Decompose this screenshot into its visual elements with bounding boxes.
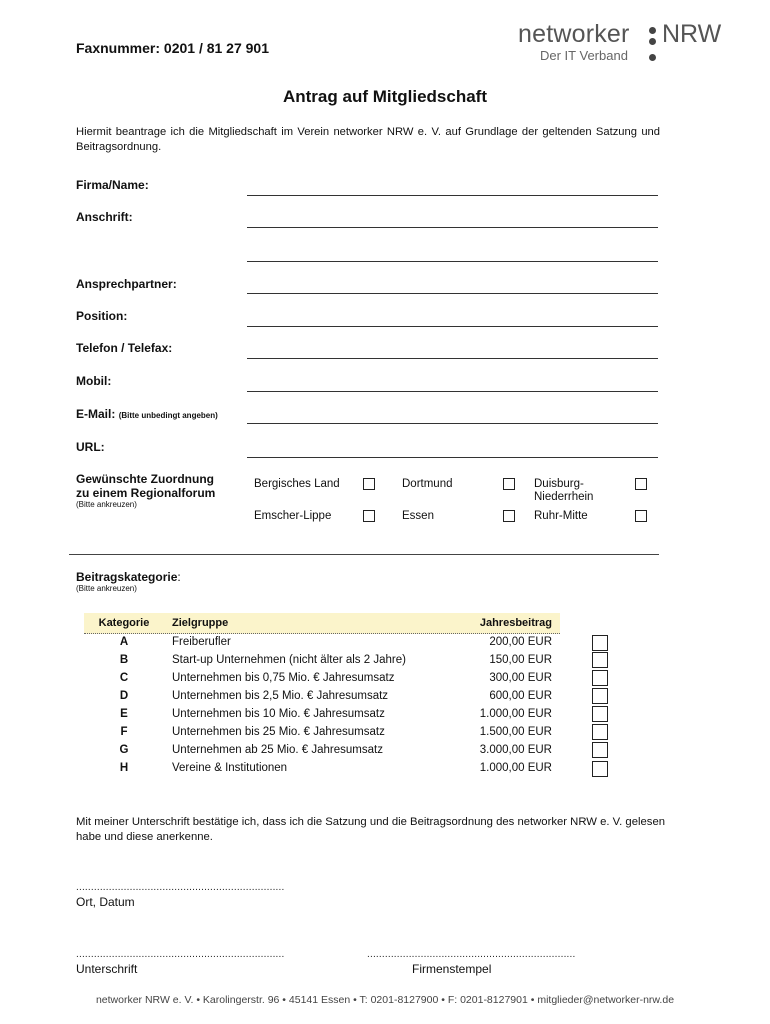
row-kategorie: G xyxy=(119,744,129,756)
row-kategorie: H xyxy=(119,762,129,774)
forum-emscher-lippe: Emscher-Lippe xyxy=(254,510,332,522)
logo-tagline: Der IT Verband xyxy=(540,48,628,63)
forum-duisburg xyxy=(534,478,593,504)
checkbox-kategorie-h[interactable] xyxy=(592,761,608,777)
input-line-url[interactable] xyxy=(247,457,658,458)
row-zielgruppe: Unternehmen bis 2,5 Mio. € Jahresumsatz xyxy=(172,690,389,702)
declaration-text: Mit meiner Unterschrift bestätige ich, dass ich die Satzung und die Beitragsordnung des networker NRW e. V. gelesen habe und diese anerkenne. xyxy=(76,816,666,843)
row-zielgruppe: Unternehmen bis 0,75 Mio. € Jahresumsatz xyxy=(172,672,395,684)
input-line-position[interactable] xyxy=(247,326,658,327)
firmenstempel-line[interactable]: ...................................................................... xyxy=(367,949,576,960)
row-beitrag: 1.500,00 EUR xyxy=(479,726,552,738)
label-mobil: Mobil: xyxy=(76,374,112,388)
table-row xyxy=(84,672,560,690)
row-zielgruppe: Unternehmen ab 25 Mio. € Jahresumsatz xyxy=(172,744,383,756)
logo-dot-middle xyxy=(649,38,656,45)
beitrag-heading xyxy=(76,570,181,593)
table-row xyxy=(84,744,560,762)
ort-datum-line[interactable]: ...................................................................... xyxy=(76,882,285,893)
row-kategorie: D xyxy=(119,690,129,702)
checkbox-kategorie-c[interactable] xyxy=(592,670,608,686)
section-divider xyxy=(69,554,659,555)
forum-ruhr-mitte: Ruhr-Mitte xyxy=(534,510,588,522)
row-zielgruppe: Freiberufler xyxy=(172,636,231,648)
input-line-anschrift-2[interactable] xyxy=(247,261,658,262)
table-row xyxy=(84,654,560,672)
table-row xyxy=(84,690,560,708)
checkbox-kategorie-a[interactable] xyxy=(592,635,608,651)
input-line-email[interactable] xyxy=(247,423,658,424)
region-heading xyxy=(76,472,246,510)
input-line-firma[interactable] xyxy=(247,195,658,196)
logo-dot-top xyxy=(649,27,656,34)
checkbox-dortmund[interactable] xyxy=(503,478,515,490)
row-beitrag: 150,00 EUR xyxy=(489,654,552,666)
page-title: Antrag auf Mitgliedschaft xyxy=(282,87,487,106)
label-ansprechpartner: Ansprechpartner: xyxy=(76,277,177,291)
fax-number: Faxnummer: 0201 / 81 27 901 xyxy=(76,40,270,56)
ort-datum-label: Ort, Datum xyxy=(76,895,135,909)
table-row xyxy=(84,636,560,654)
row-kategorie: B xyxy=(119,654,129,666)
row-zielgruppe: Vereine & Institutionen xyxy=(172,762,288,774)
table-row xyxy=(84,708,560,726)
col-jahresbeitrag: Jahresbeitrag xyxy=(479,617,552,629)
row-kategorie: C xyxy=(119,672,129,684)
row-kategorie: E xyxy=(120,708,128,720)
checkbox-kategorie-f[interactable] xyxy=(592,724,608,740)
beitrag-hint: (Bitte ankreuzen) xyxy=(76,584,137,593)
label-position: Position: xyxy=(76,309,128,323)
forum-duisburg-line1: Duisburg- xyxy=(534,478,584,490)
col-kategorie: Kategorie xyxy=(98,617,150,629)
row-beitrag: 200,00 EUR xyxy=(489,636,552,648)
logo-brand: networker xyxy=(518,20,630,48)
row-beitrag: 300,00 EUR xyxy=(489,672,552,684)
row-zielgruppe: Start-up Unternehmen (nicht älter als 2 Jahre) xyxy=(172,654,406,666)
checkbox-kategorie-b[interactable] xyxy=(592,652,608,668)
label-email xyxy=(76,407,218,421)
label-url: URL: xyxy=(76,440,105,454)
checkbox-emscher-lippe[interactable] xyxy=(363,510,375,522)
checkbox-kategorie-e[interactable] xyxy=(592,706,608,722)
label-email-text: E-Mail: xyxy=(76,407,116,421)
row-zielgruppe: Unternehmen bis 25 Mio. € Jahresumsatz xyxy=(172,726,385,738)
firmenstempel-label: Firmenstempel xyxy=(412,962,492,976)
row-kategorie: F xyxy=(120,726,128,738)
forum-duisburg-line2: Niederrhein xyxy=(534,491,594,503)
col-zielgruppe: Zielgruppe xyxy=(172,617,229,629)
intro-text: Hiermit beantrage ich die Mitgliedschaft im Verein networker NRW e. V. auf Grundlage der geltenden Satzung und Beitragsordnung. xyxy=(76,126,660,153)
row-beitrag: 600,00 EUR xyxy=(489,690,552,702)
checkbox-kategorie-g[interactable] xyxy=(592,742,608,758)
input-line-mobil[interactable] xyxy=(247,391,658,392)
row-beitrag: 3.000,00 EUR xyxy=(479,744,552,756)
checkbox-bergisches-land[interactable] xyxy=(363,478,375,490)
forum-dortmund: Dortmund xyxy=(402,478,453,490)
checkbox-duisburg[interactable] xyxy=(635,478,647,490)
region-heading-line1: Gewünschte Zuordnung xyxy=(76,472,214,486)
region-heading-line2: zu einem Regionalforum xyxy=(76,486,216,500)
beitrag-label: Beitragskategorie xyxy=(76,570,178,584)
networker-logo xyxy=(518,20,733,70)
label-anschrift: Anschrift: xyxy=(76,210,133,224)
input-line-ansprechpartner[interactable] xyxy=(247,293,658,294)
label-telefon: Telefon / Telefax: xyxy=(76,341,173,355)
forum-essen: Essen xyxy=(402,510,434,522)
unterschrift-label: Unterschrift xyxy=(76,962,138,976)
beitrag-colon: : xyxy=(177,570,181,584)
row-zielgruppe: Unternehmen bis 10 Mio. € Jahresumsatz xyxy=(172,708,385,720)
logo-brand-nrw: NRW xyxy=(662,20,722,48)
footer-contact: networker NRW e. V. • Karolingerstr. 96 • 45141 Essen • T: 0201-8127900 • F: 0201-8127901 • mitglieder@networker-nrw.de xyxy=(95,994,675,1006)
checkbox-ruhr-mitte[interactable] xyxy=(635,510,647,522)
input-line-telefon[interactable] xyxy=(247,358,658,359)
checkbox-kategorie-d[interactable] xyxy=(592,688,608,704)
label-firma: Firma/Name: xyxy=(76,178,149,192)
row-beitrag: 1.000,00 EUR xyxy=(479,708,552,720)
table-header xyxy=(84,613,560,634)
input-line-anschrift[interactable] xyxy=(247,227,658,228)
logo-dot-bottom xyxy=(649,54,656,61)
unterschrift-line[interactable]: ...................................................................... xyxy=(76,949,285,960)
label-email-hint: (Bitte unbedingt angeben) xyxy=(118,411,218,420)
row-kategorie: A xyxy=(119,636,129,648)
checkbox-essen[interactable] xyxy=(503,510,515,522)
forum-bergisches-land: Bergisches Land xyxy=(254,478,340,490)
row-beitrag: 1.000,00 EUR xyxy=(479,762,552,774)
table-row xyxy=(84,762,560,780)
table-row xyxy=(84,726,560,744)
region-hint: (Bitte ankreuzen) xyxy=(76,500,137,509)
